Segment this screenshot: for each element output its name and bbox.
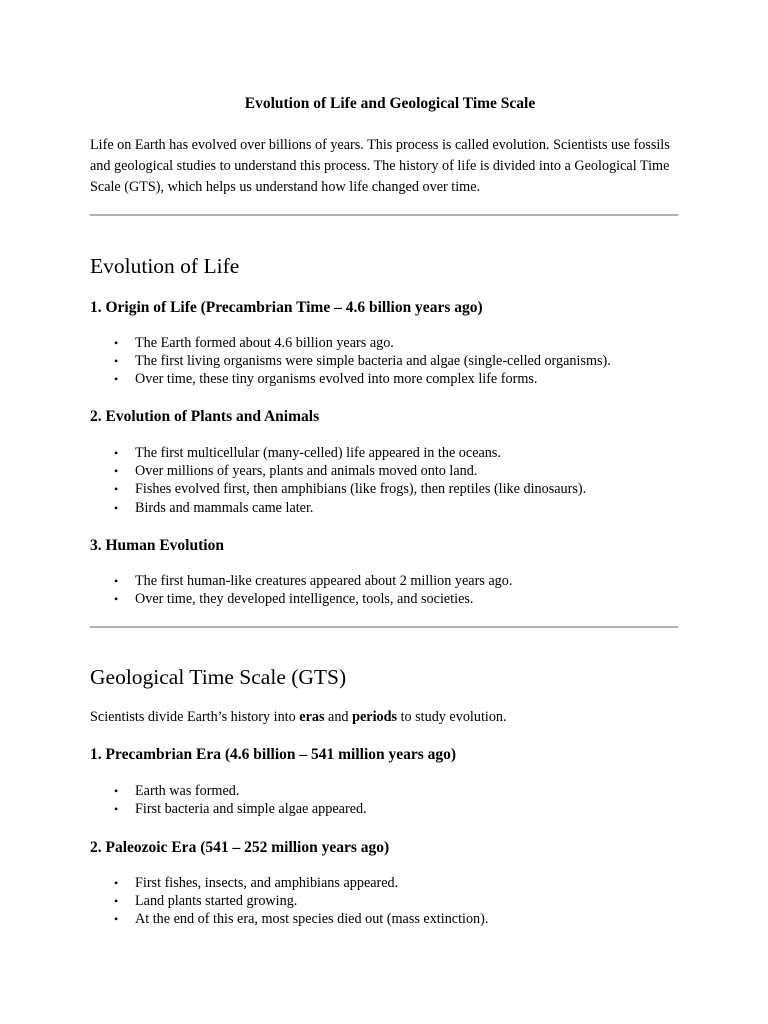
list-item: • The first living organisms were simple bacteria and algae (single-celled organisms). bbox=[114, 353, 611, 370]
document-title: Evolution of Life and Geological Time Scale bbox=[244, 95, 536, 112]
bullet-icon: • bbox=[114, 784, 119, 798]
horizontal-rule bbox=[90, 626, 678, 628]
bullet-icon: • bbox=[114, 912, 119, 927]
list-item: • Over millions of years, plants and animals moved onto land. bbox=[114, 463, 478, 480]
list-item: • At the end of this era, most species died out (mass extinction). bbox=[114, 911, 489, 928]
list-item: • Over time, these tiny organisms evolved into more complex life forms. bbox=[114, 371, 538, 388]
bullet-icon: • bbox=[114, 894, 119, 909]
list-item: • The Earth formed about 4.6 billion years ago. bbox=[114, 335, 394, 351]
intro-paragraph: Life on Earth has evolved over billions of years. This process is called evolution. Scientists use fossils and geological studies to understand this process. The history of life is divided into a Geological Time Scale (GTS), which helps us understand how life changed over time. bbox=[90, 137, 670, 195]
bullet-icon: • bbox=[114, 574, 119, 588]
list-item: • The first human-like creatures appeared about 2 million years ago. bbox=[114, 573, 513, 589]
list-item: • First bacteria and simple algae appeared. bbox=[114, 801, 367, 818]
list-item: • Fishes evolved first, then amphibians (like frogs), then reptiles (like dinosaurs). bbox=[114, 481, 587, 498]
list-item: • First fishes, insects, and amphibians appeared. bbox=[114, 875, 399, 891]
subheading-precambrian-era: 1. Precambrian Era (4.6 billion – 541 million years ago) bbox=[90, 746, 457, 763]
list-item: • Over time, they developed intelligence, tools, and societies. bbox=[114, 591, 474, 608]
bullet-icon: • bbox=[114, 446, 119, 460]
list-item: • Earth was formed. bbox=[114, 783, 240, 799]
horizontal-rule bbox=[90, 214, 678, 216]
list-item: • Land plants started growing. bbox=[114, 893, 298, 910]
list-item: • The first multicellular (many-celled) life appeared in the oceans. bbox=[114, 445, 501, 461]
bullet-icon: • bbox=[114, 464, 119, 479]
list-item: • Birds and mammals came later. bbox=[114, 499, 314, 516]
bullet-icon: • bbox=[114, 372, 119, 387]
bullet-icon: • bbox=[114, 336, 119, 350]
bullet-icon: • bbox=[114, 802, 119, 817]
bullet-icon: • bbox=[114, 354, 119, 369]
subheading-human-evolution: 3. Human Evolution bbox=[90, 537, 224, 554]
bullet-list-precambrian bbox=[90, 782, 678, 818]
gts-intro-paragraph: Scientists divide Earth’s history into eras and periods to study evolution. bbox=[90, 709, 507, 725]
section-heading-gts: Geological Time Scale (GTS) bbox=[90, 665, 347, 689]
subheading-origin-of-life: 1. Origin of Life (Precambrian Time – 4.6 billion years ago) bbox=[90, 299, 483, 316]
section-heading-evolution: Evolution of Life bbox=[90, 254, 240, 278]
bullet-icon: • bbox=[114, 500, 119, 515]
bullet-list-paleozoic bbox=[90, 874, 678, 929]
subheading-paleozoic-era: 2. Paleozoic Era (541 – 252 million years ago) bbox=[90, 839, 390, 856]
bullet-list-origin bbox=[90, 334, 678, 389]
subheading-plants-animals: 2. Evolution of Plants and Animals bbox=[90, 408, 320, 425]
bullet-icon: • bbox=[114, 482, 119, 497]
bullet-list-human bbox=[90, 572, 678, 608]
bullet-icon: • bbox=[114, 876, 119, 890]
bullet-icon: • bbox=[114, 592, 119, 607]
bullet-list-plants-animals bbox=[90, 444, 678, 517]
